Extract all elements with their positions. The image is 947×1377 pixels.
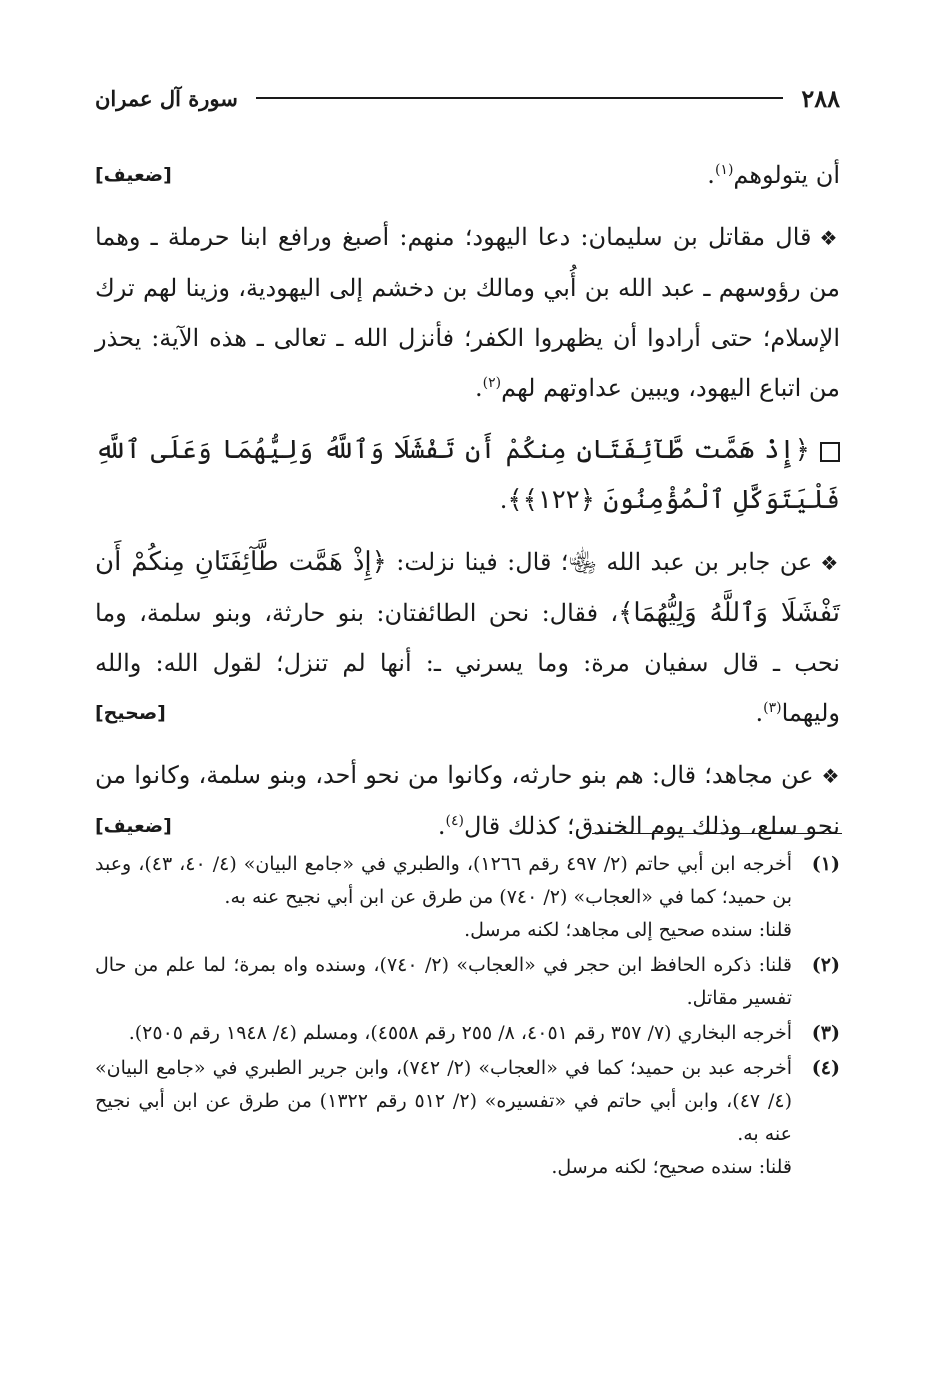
footnote-line: قلنا: سنده صحيح؛ لكنه مرسل.	[551, 1156, 792, 1178]
paragraph-2: ❖قال مقاتل بن سليمان: دعا اليهود؛ منهم: أصبغ ورافع ابنا حرملة ـ وهما من رؤوسهم ـ عبد الله بن أُبي ومالك بن دخشم إلى اليهودية، وزينا لهم ترك الإسلام؛ حتى أرادوا أن يظهروا الكفر؛ فأنزل الله ـ تعالى ـ هذه الآية: يحذر من اتباع اليهود، ويبين عداوتهم لهم$^{(٢)}$.	[95, 223, 840, 402]
footnote-4	[95, 1052, 840, 1184]
footnote-line: قلنا: ذكره الحافظ ابن حجر في «العجاب» (٢/ ٧٤٠)، وسنده واه بمرة؛ لما علم من حال تفسير مقاتل.	[95, 954, 792, 1009]
diamond-bullet-icon: ❖	[821, 764, 840, 788]
verse-paragraph: ﴿إِذْ هَمَّت طَّآئِفَتَانِ مِنكُمْ أَن تَفْشَلَا وَٱللَّهُ وَلِيُّهُمَا وَعَلَى ٱللَّهِ فَلْيَتَوَكَّلِ ٱلْمُؤْمِنُونَ ﴿١٢٢﴾﴾.	[95, 435, 840, 515]
footnote-separator	[592, 833, 842, 834]
paragraph-text: أن يتولوهم	[733, 161, 840, 189]
square-bullet-icon	[820, 442, 840, 462]
footnote-line: قلنا: سنده صحيح إلى مجاهد؛ لكنه مرسل.	[464, 919, 792, 941]
footnote-ref[interactable]: (٣)	[763, 700, 782, 716]
footnote-body	[95, 848, 792, 947]
footnote-number: (٤)	[811, 1057, 840, 1079]
footnote-2	[95, 949, 840, 1015]
footnote-line: أخرجه عبد بن حميد؛ كما في «العجاب» (٢/ ٧٤٢)، وابن جرير الطبري في «جامع البيان» (٤/ ٤٧)، وابن أبي حاتم في «تفسيره» (٢/ ٥١٢ رقم ١٣٢٢) من طرق عن ابن أبي نجيح عنه به.	[95, 1057, 793, 1145]
diamond-bullet-icon: ❖	[819, 226, 840, 250]
main-text	[95, 150, 840, 863]
footnote-body	[95, 1017, 792, 1050]
grade-label: [صحيح]	[95, 702, 166, 724]
paragraph-5: ❖عن مجاهد؛ قال: هم بنو حارثه، وكانوا من نحو أحد، وبنو سلمة، وكانوا من نحو سلع، وذلك يوم الخندق؛ كذلك قال$^{(٤)}$. [ضعيف]	[95, 750, 840, 851]
paragraph-4: ❖عن جابر بن عبد الله ﵄؛ قال: فينا نزلت: ﴿إِذْ هَمَّت طَّآئِفَتَانِ مِنكُمْ أَن تَفْشَلَا وَٱللَّهُ وَلِيُّهُمَا﴾، فقال: نحن الطائفتان: بنو حارثة، وبنو سلمة، وما نحب ـ قال سفيان مرة: وما يسرني ـ: أنها لم تنزل؛ لقول الله: والله وليهما$^{(٣)}$. [صحيح]	[95, 537, 840, 738]
quran-verse: ﴿إِذْ هَمَّت طَّآئِفَتَانِ مِنكُمْ أَن تَفْشَلَا وَٱللَّهُ وَلِيُّهُمَا﴾	[95, 547, 840, 628]
footnote-body	[95, 949, 792, 1015]
footnotes	[95, 848, 840, 1186]
footnote-ref[interactable]: (٢)	[482, 375, 502, 391]
paragraph-text: قال مقاتل بن سليمان: دعا اليهود؛ منهم: أصبغ ورافع ابنا حرملة ـ وهما من رؤوسهم ـ عبد الله بن أُبي ومالك بن دخشم إلى اليهودية، وزينا لهم ترك الإسلام؛ حتى أرادوا أن يظهروا الكفر؛ فأنزل الله ـ تعالى ـ هذه الآية: يحذر من اتباع اليهود، ويبين عداوتهم لهم	[95, 223, 840, 402]
quran-verse: ﴿إِذْ هَمَّت طَّآئِفَتَانِ مِنكُمْ أَن تَفْشَلَا وَٱللَّهُ وَلِيُّهُمَا وَعَلَى ٱللَّهِ فَلْيَتَوَكَّلِ ٱلْمُؤْمِنُونَ ﴿١٢٢﴾﴾	[95, 435, 840, 515]
footnote-1	[95, 848, 840, 947]
paragraph-1: [ضعيف] أن يتولوهم$^{(١)}$.	[95, 150, 840, 200]
footnote-number: (٢)	[811, 954, 840, 976]
footnote-line: أخرجه ابن أبي حاتم (٢/ ٤٩٧ رقم ١٢٦٦)، والطبري في «جامع البيان» (٤/ ٤٠، ٤٣)، وعبد بن حميد؛ كما في «العجاب» (٢/ ٧٤٠) من طرق عن ابن أبي نجيح عنه به.	[95, 853, 793, 908]
surah-title: سورة آل عمران	[95, 85, 238, 111]
page-number: ٢٨٨	[801, 83, 840, 113]
page-header	[95, 78, 840, 118]
footnote-number: (٣)	[811, 1022, 840, 1044]
footnote-ref[interactable]: (٤)	[445, 813, 464, 829]
header-rule	[256, 97, 784, 99]
paragraph-text: ، فقال: نحن الطائفتان: بنو حارثة، وبنو سلمة، وما نحب ـ قال سفيان مرة: وما يسرني ـ: أنها لم تنزل؛ لقول الله: والله وليهما	[95, 599, 840, 727]
grade-label: [ضعيف]	[95, 164, 172, 186]
footnote-body	[95, 1052, 792, 1184]
footnote-3	[95, 1017, 840, 1050]
paragraph-text: عن مجاهد؛ قال: هم بنو حارثه، وكانوا من نحو أحد، وبنو سلمة، وكانوا من نحو سلع، وذلك يوم الخندق؛ كذلك قال	[95, 761, 840, 840]
diamond-bullet-icon: ❖	[820, 551, 840, 575]
footnote-line: أخرجه البخاري (٧/ ٣٥٧ رقم ٤٠٥١، ٨/ ٢٥٥ رقم ٤٥٥٨)، ومسلم (٤/ ١٩٤٨ رقم ٢٥٠٥).	[128, 1022, 792, 1044]
paragraph-text: عن جابر بن عبد الله ﵄؛ قال: فينا نزلت:	[396, 548, 813, 576]
footnote-ref[interactable]: (١)	[714, 162, 734, 178]
grade-label: [ضعيف]	[95, 815, 172, 837]
footnote-number: (١)	[811, 853, 840, 875]
